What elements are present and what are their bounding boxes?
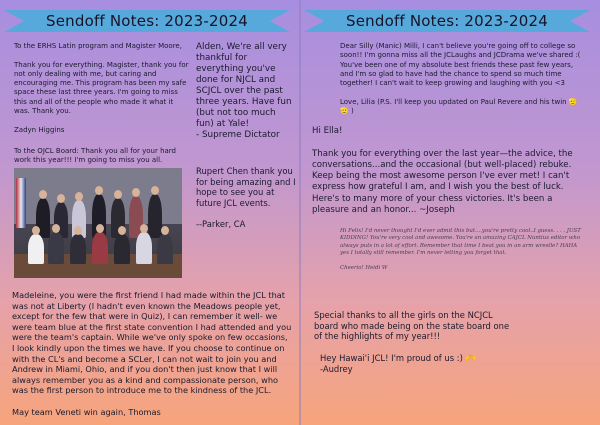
note-alden: Alden, We're all very thankful for everything you've done for NJCL and SCJCL over the past three years. Have fun (but not too much fun) at Yale! - Supreme Dictator: [196, 42, 292, 140]
note-latin-program: To the ERHS Latin program and Magister Moore, Thank you for everything. Magister, thank you for not only dealing with me, but caring and encouraging me. This program has been my safe space these last three years. I'm going to miss this and all of the people who made it what it was. Thank you. Zadyn Higgins: [14, 42, 189, 134]
note-madeleine: Madeleine, you were the first friend I had made within the JCL that was not at Liberty (I hadn't even known the Meadows people yet, except for the few that were in Quiz), I can remember it well- we were team blue at the first state convention I had attended and you were the team's captain. While we've only spoke on few occasions, I look kindly upon the times we have. If you choose to continue on with the CL's and become a SCLer, I can not wait to join you and Andrew in Miami, Ohio, and if you don't then just know that I will always remember you as a kind and compassionate person, who was the first person to introduce me to the kindness of the JCL. May team Veneti win again, Thomas: [12, 290, 292, 417]
note-manic-milli: Dear Silly (Manic) Milli, I can't believe you're going off to college so soon!! I'm gonna miss all the JCLaughs and JCDrama we've shared :( You've been one of my absolute best friends these past few years, and I'm so glad to have had the chance to spend so much time together! I can't wait to keep growing and laughing with you <3 Love, Lilia (P.S. I'll keep you updated on Paul Revere and his twin 🫡 🫡 ): [340, 42, 581, 116]
note-ella: Hi Ella! Thank you for everything over the last year—the advice, the conversations...and the occasional (but well-placed) rebuke. Keep being the most awesome person I've ever met! I can't express how grateful I am, and I wish you the best of luck. Here's to many more of your chess victories. It's been a pleasure and an honor... ~Joseph: [312, 126, 573, 216]
right-page-title: Sendoff Notes: 2023-2024: [346, 12, 548, 30]
note-hawaii-jcl: Hey Hawai'i JCL! I'm proud of us :) 🫶 -Audrey: [320, 353, 476, 374]
note-rupert: Rupert Chen thank you for being amazing and I hope to see you at future JCL events. --Parker, CA: [196, 166, 296, 229]
page-divider: [299, 0, 301, 425]
flag-icon: [16, 178, 26, 228]
group-photo: [14, 168, 182, 278]
note-ncjcl-board: Special thanks to all the girls on the NCJCL board who made being on the state board one of the highlights of my year!!!: [314, 310, 510, 342]
note-ojcl-board: To the OJCL Board: Thank you all for your hard work this year!!! I'm going to miss you all.: [14, 147, 176, 165]
right-page: [300, 0, 600, 425]
note-felix: Hi Felix! I'd never thought I'd ever admit this but....you're pretty cool..I guess. . . . JUST KIDDING! You're very cool and awesome. You're an amazing CAJCL Nuntius editor who always puts in a lot of effort. Remember that time I beat you in an arm wrestle? HAHA yes I totally still remember. I'm never letting you forget that. Cheerio! Heidi W: [340, 228, 581, 272]
left-page-title: Sendoff Notes: 2023-2024: [46, 12, 248, 30]
